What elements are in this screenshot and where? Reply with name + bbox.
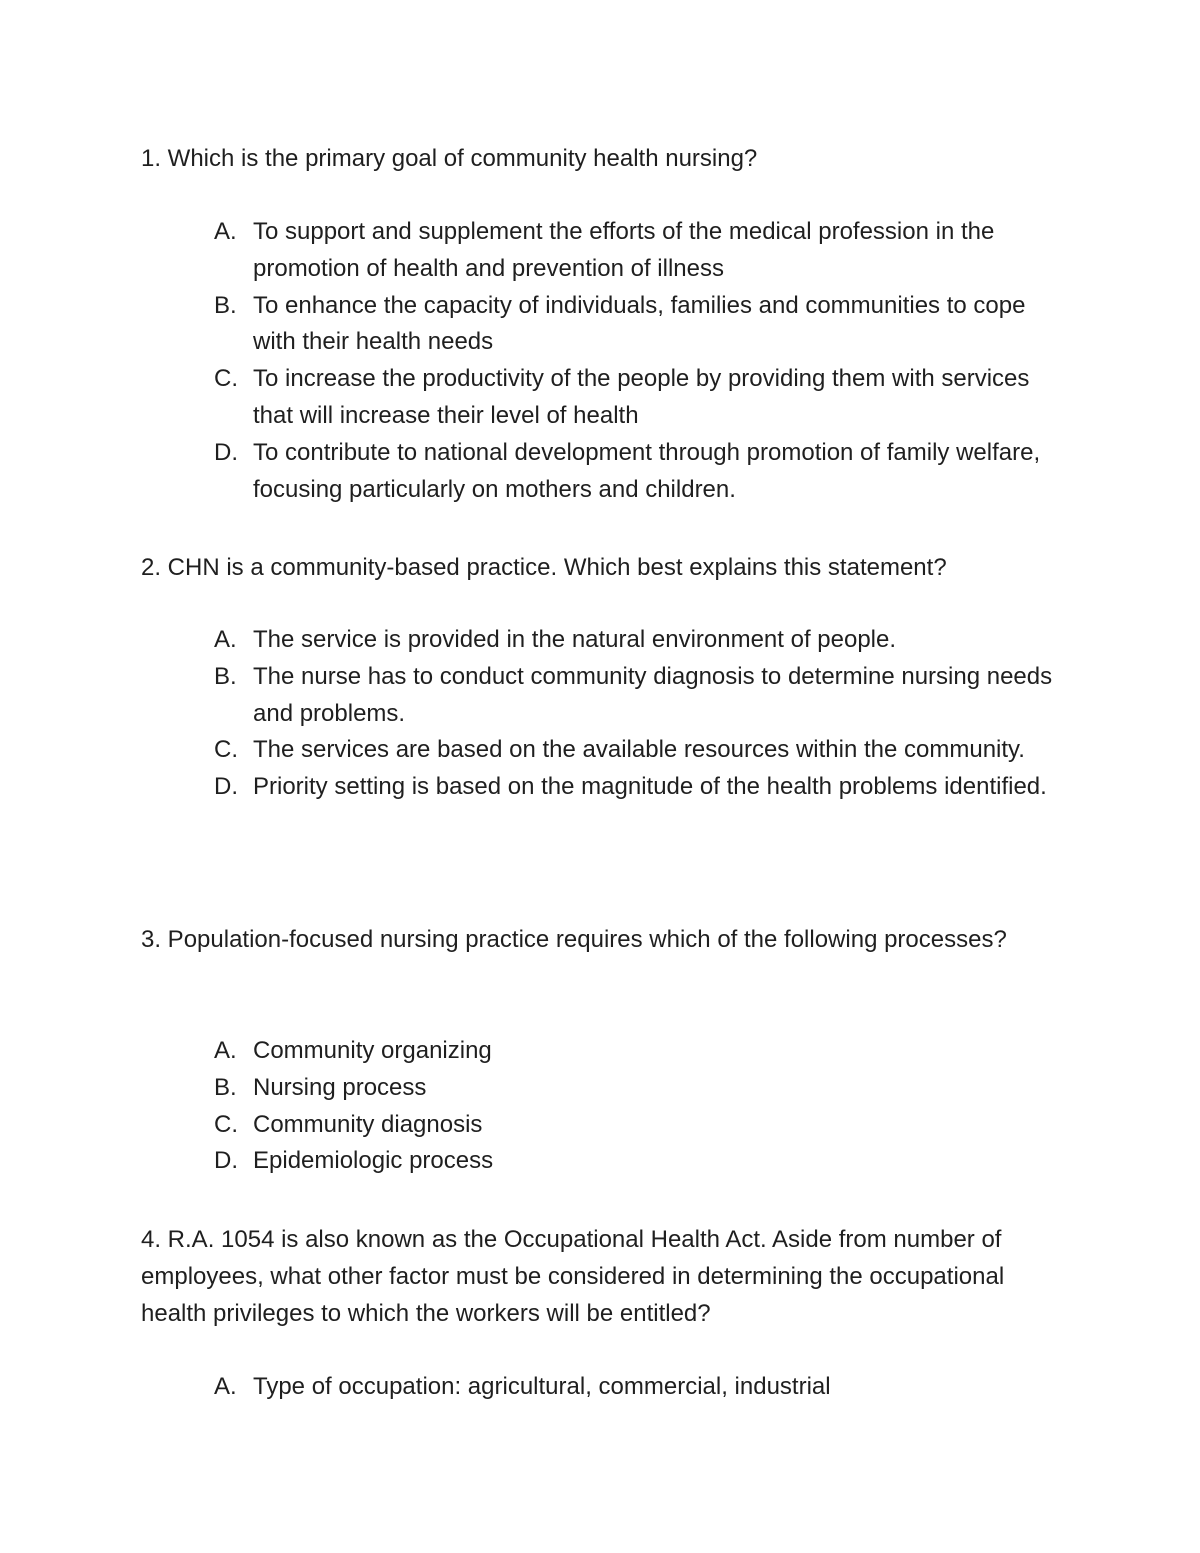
answer-option	[0, 435, 1200, 509]
option-letter: D.	[214, 438, 238, 466]
answer-option	[0, 1369, 1200, 1406]
option-text: Type of occupation: agricultural, commercial, industrial	[253, 1373, 831, 1400]
answer-option	[0, 732, 1200, 769]
option-letter: A.	[214, 218, 237, 245]
answer-options	[0, 622, 1200, 806]
option-text: Priority setting is based on the magnitude of the health problems identified.	[253, 773, 1047, 801]
answer-options	[0, 214, 1200, 508]
answer-option	[0, 1033, 1200, 1070]
option-text: To increase the productivity of the people by providing them with services that will increase their level of health	[253, 365, 1030, 429]
option-letter: D.	[214, 773, 238, 801]
option-letter: C.	[214, 736, 238, 764]
option-letter: C.	[214, 1110, 238, 1138]
answer-option	[0, 361, 1200, 435]
answer-option	[0, 622, 1200, 659]
option-letter: A.	[214, 1373, 237, 1400]
option-text: To support and supplement the efforts of the medical profession in the promotion of health and prevention of illness	[253, 218, 995, 282]
option-text: To contribute to national development through promotion of family welfare, focusing particularly on mothers and children.	[253, 438, 1041, 503]
option-text: The nurse has to conduct community diagnosis to determine nursing needs and problems.	[253, 662, 1053, 727]
answer-option	[0, 1143, 1200, 1180]
option-text: Community diagnosis	[253, 1110, 483, 1138]
answer-option	[0, 769, 1200, 806]
option-letter: A.	[214, 626, 237, 653]
answer-option	[0, 659, 1200, 733]
question-prompt: 2. CHN is a community-based practice. Which best explains this statement?	[141, 554, 947, 581]
option-text: To enhance the capacity of individuals, families and communities to cope with their health needs	[253, 291, 1026, 356]
option-letter: B.	[214, 1073, 237, 1101]
option-text: The services are based on the available resources within the community.	[253, 736, 1025, 764]
answer-options	[0, 1369, 1200, 1406]
option-letter: C.	[214, 365, 238, 393]
answer-option	[0, 1070, 1200, 1107]
answer-options	[0, 1033, 1200, 1180]
option-letter: D.	[214, 1147, 238, 1175]
question-prompt: 4. R.A. 1054 is also known as the Occupational Health Act. Aside from number of employees, what other factor must be considered in determining the occupational health privileges to which the workers will be entitled?	[141, 1226, 1005, 1327]
option-text: Nursing process	[253, 1073, 427, 1101]
option-text: Epidemiologic process	[253, 1147, 494, 1175]
option-letter: B.	[214, 291, 237, 319]
question-prompt: 3. Population-focused nursing practice requires which of the following processes?	[141, 926, 1007, 953]
option-text: Community organizing	[253, 1037, 492, 1064]
option-letter: A.	[214, 1037, 237, 1064]
option-letter: B.	[214, 662, 237, 690]
answer-option	[0, 214, 1200, 288]
question-prompt: 1. Which is the primary goal of community health nursing?	[141, 145, 758, 172]
answer-option	[0, 288, 1200, 362]
option-text: The service is provided in the natural environment of people.	[253, 626, 897, 653]
answer-option	[0, 1107, 1200, 1144]
